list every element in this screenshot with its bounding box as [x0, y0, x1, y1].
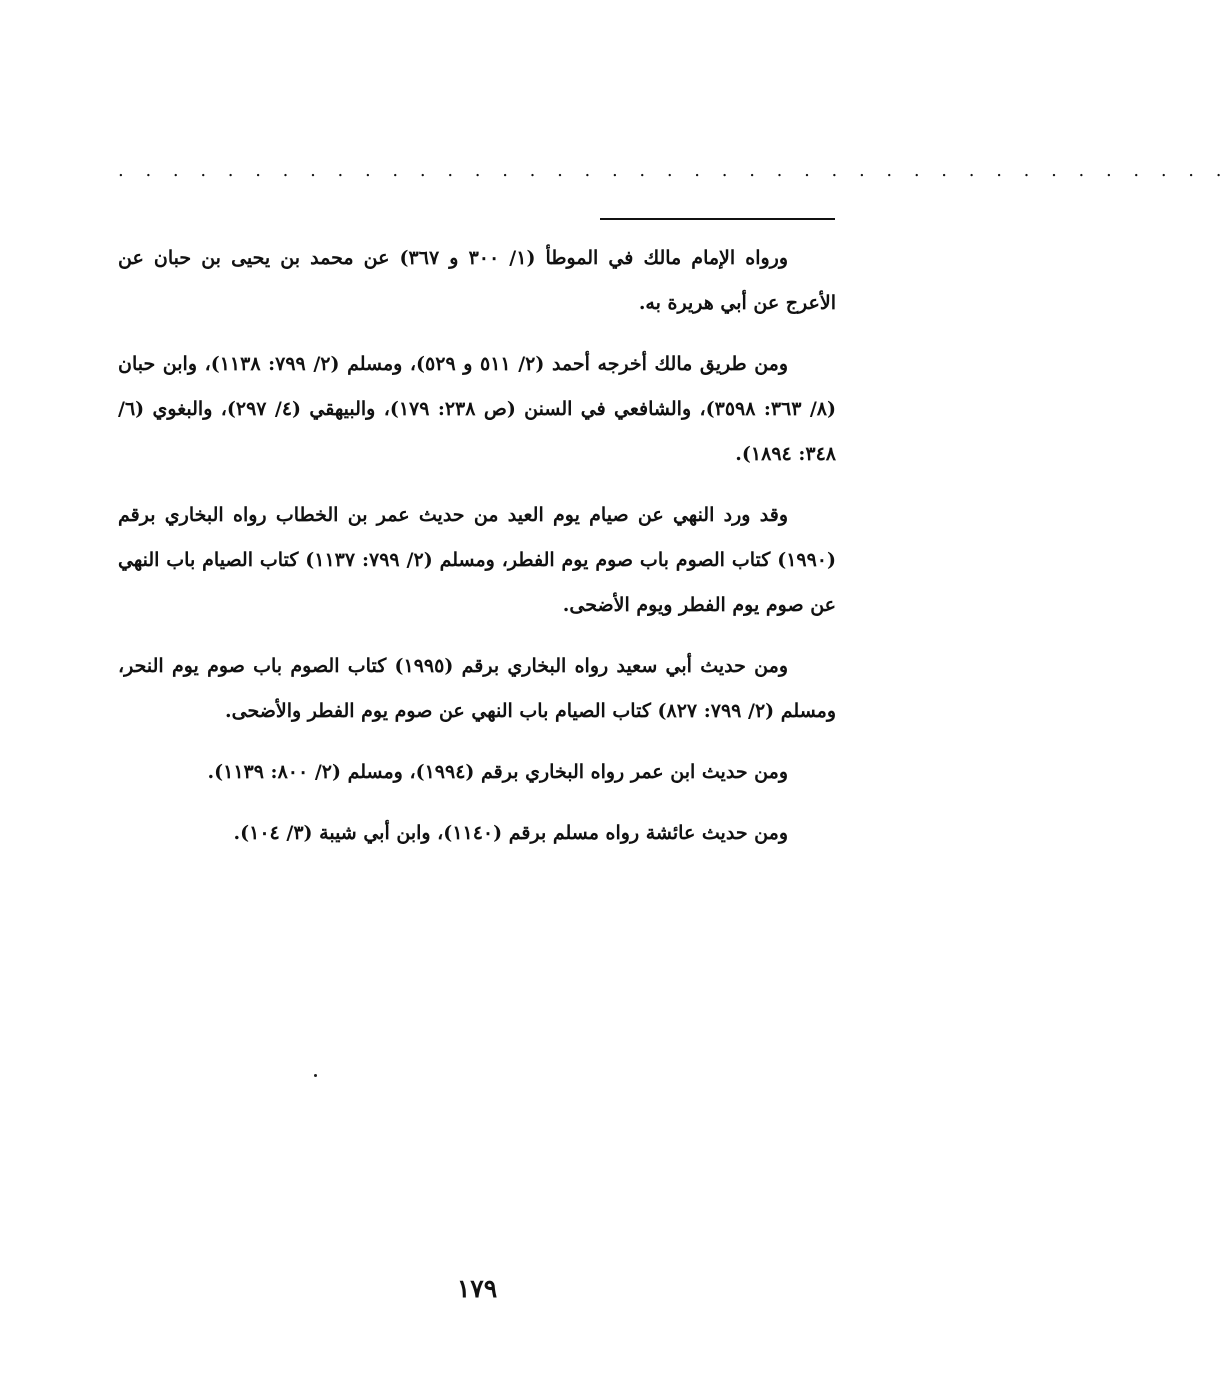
- footnote-paragraph: ومن حديث ابن عمر رواه البخاري برقم (١٩٩٤)، ومسلم (٢/ ٨٠٠: ١١٣٩).: [207, 761, 788, 783]
- footnote-paragraph: وقد ورد النهي عن صيام يوم العيد من حديث عمر بن الخطاب رواه البخاري برقم (١٩٩٠) كتاب الصوم باب صوم يوم الفطر، ومسلم (٢/ ٧٩٩: ١١٣٧) كتاب الصيام باب النهي عن صوم يوم الفطر ويوم الأضحى.: [118, 504, 837, 616]
- footnote-paragraph: ومن حديث أبي سعيد رواه البخاري برقم (١٩٩٥) كتاب الصوم باب صوم يوم النحر، ومسلم (٢/ ٧٩٩: ٨٢٧) كتاب الصيام باب النهي عن صوم يوم الفطر والأضحى.: [118, 655, 836, 722]
- footnote-paragraph: ومن طريق مالك أخرجه أحمد (٢/ ٥١١ و ٥٢٩)، ومسلم (٢/ ٧٩٩: ١١٣٨)، وابن حبان (٨/ ٣٦٣: ٣٥٩٨)، والشافعي في السنن (ص ٢٣٨: ١٧٩)، والبيهقي (٤/ ٢٩٧)، والبغوي (٦/ ٣٤٨: ١٨٩٤).: [118, 353, 837, 465]
- ink-speck: [314, 1074, 317, 1077]
- footnotes-block: [118, 236, 836, 872]
- footnote-paragraph: ورواه الإمام مالك في الموطأ (١/ ٣٠٠ و ٣٦٧) عن محمد بن يحيى بن حبان عن الأعرج عن أبي هريرة به.: [118, 247, 836, 314]
- footnote-paragraph: ومن حديث عائشة رواه مسلم برقم (١١٤٠)، وابن أبي شيبة (٣/ ١٠٤).: [233, 822, 788, 844]
- page-number: ١٧٩: [456, 1274, 498, 1303]
- dotted-separator: . . . . . . . . . . . . . . . . . . . . . . . . . . . . . . . . . . . . . . . . .: [118, 160, 1229, 181]
- footnote-rule: [600, 218, 835, 220]
